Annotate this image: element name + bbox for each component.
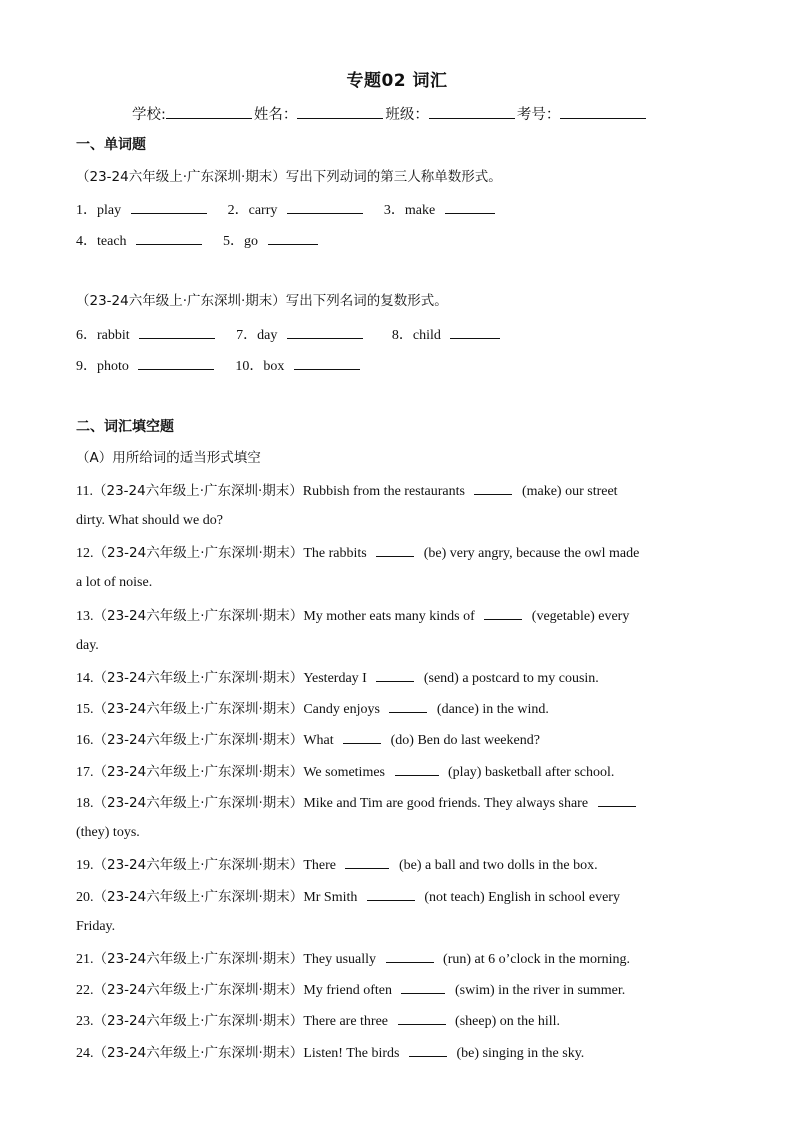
question-number: 18. [76,796,94,811]
answer-blank-3[interactable] [445,200,495,214]
word-item-3: 3．make [383,203,436,218]
answer-blank-22[interactable] [401,980,445,994]
answer-blank-13[interactable] [484,606,522,620]
word-item-10: 10．box [235,359,285,374]
question-18 [76,793,636,813]
question-text-b: (be) a ball and two dolls in the box. [398,858,598,873]
question-source: （23-24六年级上·广东深圳·期末） [93,701,304,717]
question-12-cont: a lot of noise. [76,575,153,590]
question-text-b: (swim) in the river in summer. [454,983,626,998]
question-13-cont: day. [76,638,99,653]
answer-blank-8[interactable] [450,325,500,339]
question-source: （23-24六年级上·广东深圳·期末） [93,764,304,780]
school-blank[interactable] [166,104,252,119]
question-source: （23-24六年级上·广东深圳·期末） [93,857,304,873]
question-13 [76,606,629,626]
section2-heading: 二、词汇填空题 [76,419,174,435]
question-24 [76,1043,584,1063]
question-source: （23-24六年级上·广东深圳·期末） [93,1013,304,1029]
question-source: （23-24六年级上·广东深圳·期末） [93,732,304,748]
question-number: 22. [76,983,94,998]
question-number: 12. [76,546,94,561]
question-16 [76,730,540,750]
question-number: 14. [76,671,94,686]
answer-blank-11[interactable] [474,481,512,495]
section1-heading: 一、单词题 [76,137,146,153]
question-text-b: (run) at 6 o’clock in the morning. [443,952,631,967]
answer-blank-5[interactable] [268,231,318,245]
answer-blank-24[interactable] [409,1043,447,1057]
question-text-a: There [303,858,336,873]
question-source: （23-24六年级上·广东深圳·期末） [93,1045,304,1061]
word-item-4: 4．teach [76,234,127,249]
answer-blank-15[interactable] [389,699,427,713]
exam-no-label: 考号： [516,107,561,123]
question-source: （23-24六年级上·广东深圳·期末） [93,545,304,561]
question-15 [76,699,549,719]
question-number: 17. [76,765,94,780]
question-source: （23-24六年级上·广东深圳·期末） [93,670,304,686]
question-text-a: There are three [303,1014,389,1029]
section2-subheading: （A）用所给词的适当形式填空 [76,450,261,466]
question-text-a: Mr Smith [303,890,358,905]
section1-intro1: （23-24六年级上·广东深圳·期末）写出下列动词的第三人称单数形式。 [76,169,502,185]
question-text-a: Candy enjoys [303,702,380,717]
student-info-line [132,103,648,124]
question-19 [76,855,598,875]
question-text-a: My mother eats many kinds of [303,609,475,624]
answer-blank-2[interactable] [287,200,363,214]
answer-blank-9[interactable] [138,356,214,370]
answer-blank-7[interactable] [287,325,363,339]
question-text-b: (sheep) on the hill. [455,1014,561,1029]
question-text-b: (dance) in the wind. [436,702,549,717]
question-text-b: (be) singing in the sky. [456,1046,585,1061]
word-item-2: 2．carry [227,203,278,218]
question-text-b: (do) Ben do last weekend? [390,733,540,748]
question-text-a: The rabbits [303,546,367,561]
word-item-5: 5．go [223,234,259,249]
question-text-b: (be) very angry, because the owl made [423,546,640,561]
question-text-b: (play) basketball after school. [448,765,615,780]
question-17 [76,762,614,782]
question-11 [76,481,618,501]
question-text-a: Mike and Tim are good friends. They always share [303,796,589,811]
question-number: 16. [76,733,94,748]
question-source: （23-24六年级上·广东深圳·期末） [93,951,304,967]
word-item-7: 7．day [236,328,278,343]
name-blank[interactable] [297,104,383,119]
answer-blank-21[interactable] [386,949,434,963]
word-item-1: 1．play [76,203,122,218]
question-source: （23-24六年级上·广东深圳·期末） [93,608,304,624]
answer-blank-12[interactable] [376,543,414,557]
question-11-cont: dirty. What should we do? [76,513,223,528]
word-item-8: 8．child [391,328,441,343]
question-source: （23-24六年级上·广东深圳·期末） [92,483,303,499]
question-number: 23. [76,1014,94,1029]
question-23 [76,1011,560,1031]
question-text-a: Rubbish from the restaurants [302,484,465,499]
question-number: 13. [76,609,94,624]
word-row-1 [76,200,495,220]
answer-blank-10[interactable] [294,356,360,370]
section1-intro2: （23-24六年级上·广东深圳·期末）写出下列名词的复数形式。 [76,293,448,309]
question-20-cont: Friday. [76,919,116,934]
question-text-a: Listen! The birds [303,1046,400,1061]
answer-blank-1[interactable] [131,200,207,214]
question-number: 21. [76,952,94,967]
question-14 [76,668,599,688]
question-number: 24. [76,1046,94,1061]
question-number: 15. [76,702,94,717]
question-text-a: We sometimes [303,765,386,780]
question-source: （23-24六年级上·广东深圳·期末） [93,982,304,998]
answer-blank-20[interactable] [367,887,415,901]
question-18-cont: (they) toys. [76,825,140,840]
word-row-2 [76,231,318,251]
question-source: （23-24六年级上·广东深圳·期末） [93,795,304,811]
question-source: （23-24六年级上·广东深圳·期末） [93,889,304,905]
answer-blank-6[interactable] [139,325,215,339]
answer-blank-23[interactable] [398,1011,446,1025]
word-row-3 [76,325,500,345]
question-text-b: (make) our street [521,484,618,499]
answer-blank-18[interactable] [598,793,636,807]
question-text-a: What [303,733,334,748]
answer-blank-19[interactable] [345,855,389,869]
question-number: 11. [76,484,93,499]
word-item-9: 9．photo [76,359,129,374]
question-number: 19. [76,858,94,873]
page-title: 专题02 词汇 [346,71,448,91]
answer-blank-4[interactable] [136,231,202,245]
class-label: 班级： [385,107,429,123]
question-text-b: (send) a postcard to my cousin. [423,671,599,686]
exam-no-blank[interactable] [560,104,646,119]
answer-blank-14[interactable] [376,668,414,682]
question-text-a: They usually [303,952,377,967]
question-20 [76,887,620,907]
question-text-a: Yesterday I [303,671,367,686]
question-21 [76,949,630,969]
answer-blank-16[interactable] [343,730,381,744]
question-text-b: (vegetable) every [531,609,630,624]
word-item-6: 6．rabbit [76,328,130,343]
class-blank[interactable] [429,104,515,119]
name-label: 姓名： [253,107,298,123]
question-22 [76,980,625,1000]
question-number: 20. [76,890,94,905]
question-text-a: My friend often [303,983,392,998]
question-12 [76,543,639,563]
question-text-b: (not teach) English in school every [424,890,620,905]
word-row-4 [76,356,360,376]
answer-blank-17[interactable] [395,762,439,776]
school-label: 学校: [132,107,166,123]
